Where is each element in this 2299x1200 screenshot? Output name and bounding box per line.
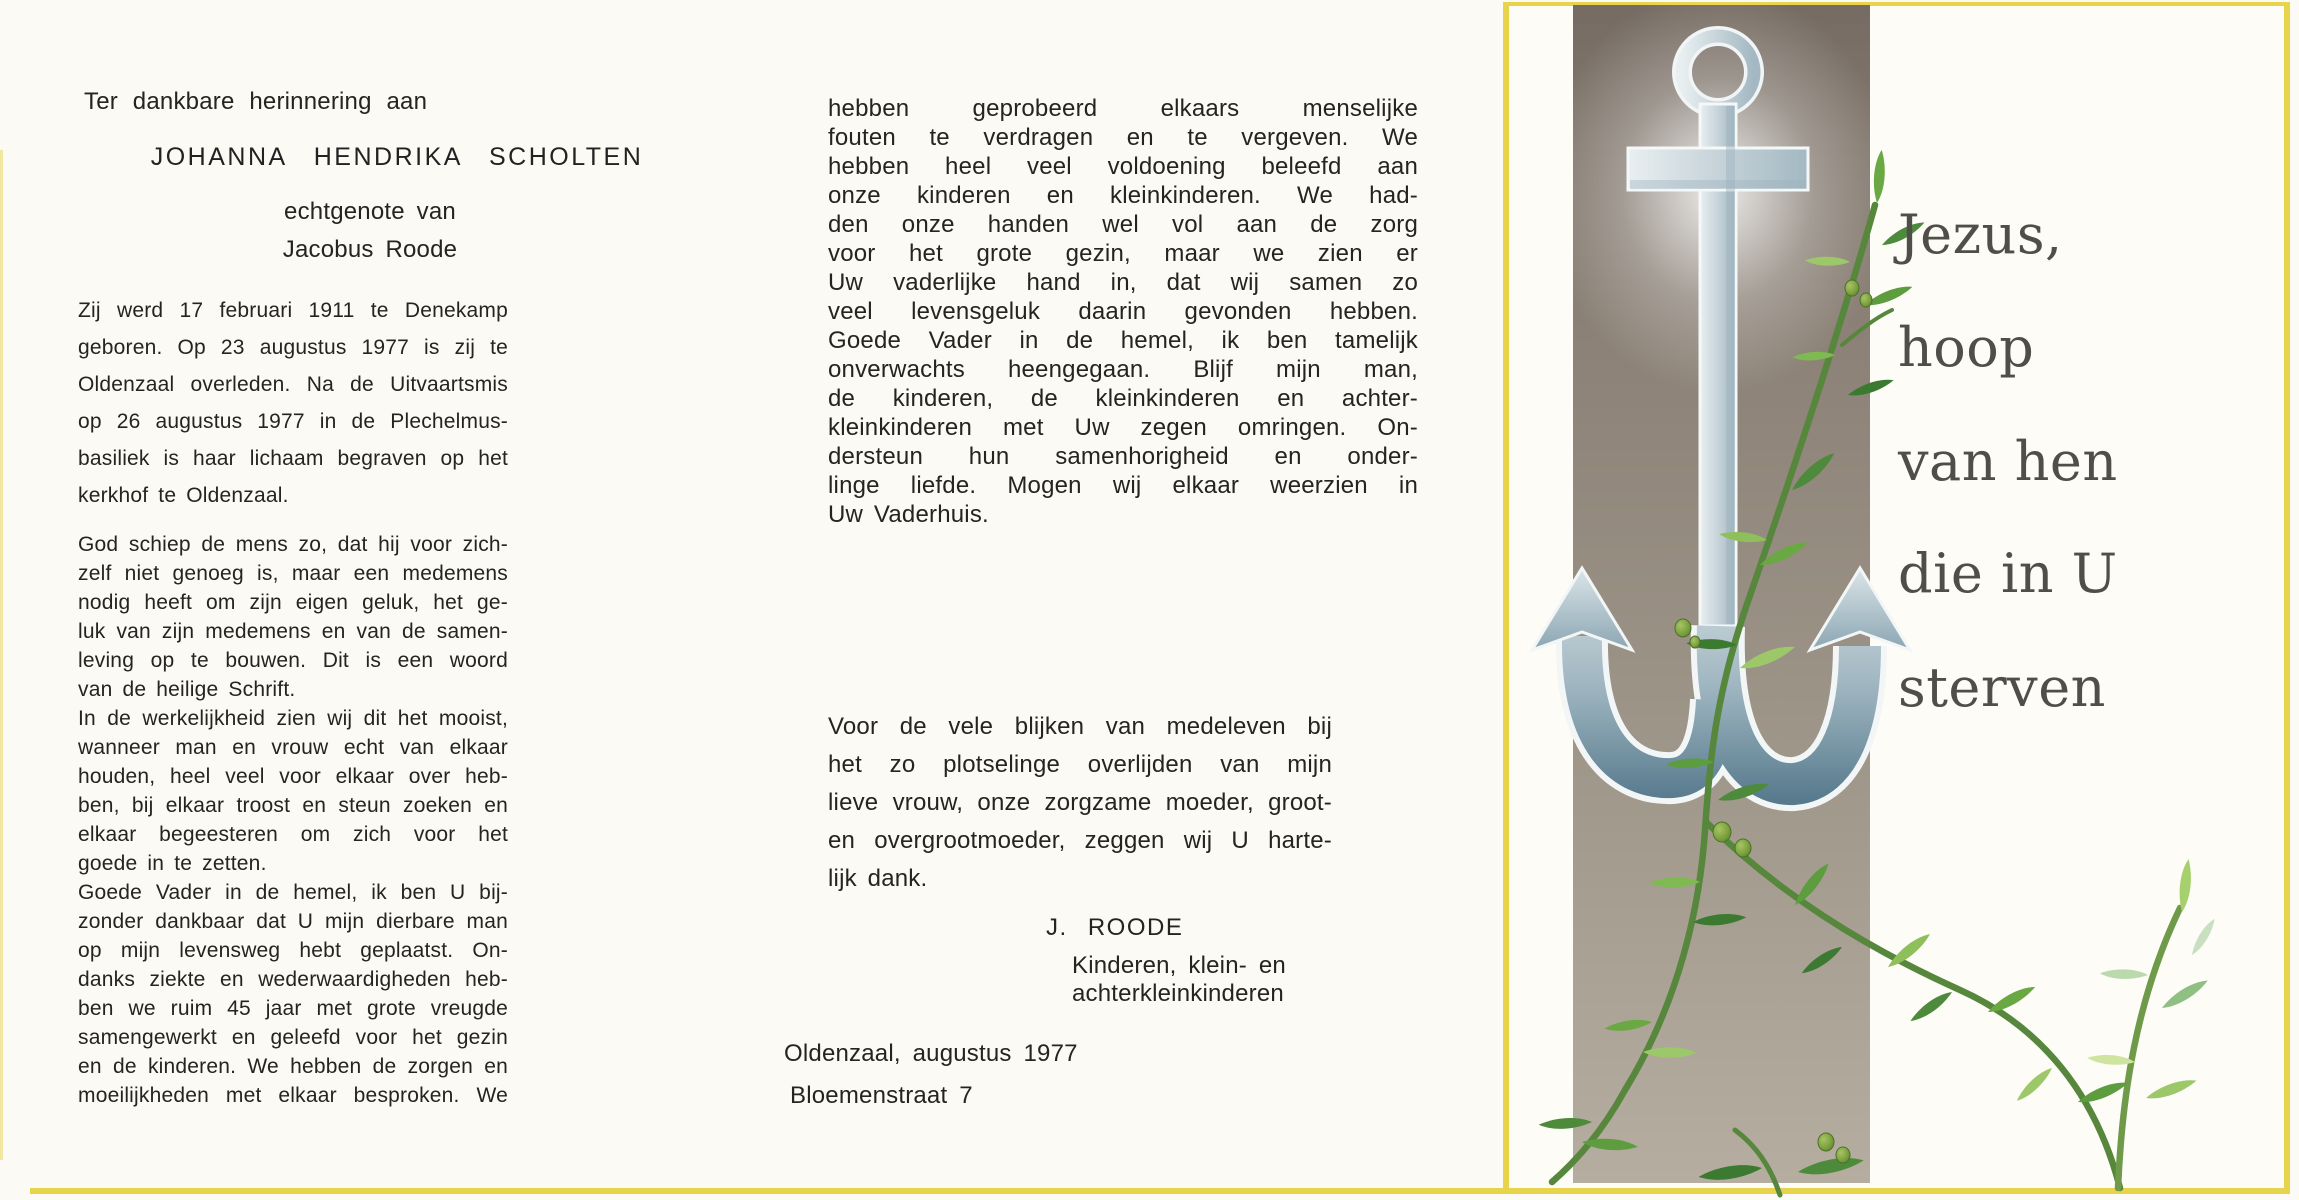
text-line: Uw vaderlijke hand in, dat wij samen zo <box>828 269 1418 296</box>
text-line: nodig heeft om zijn eigen geluk, het ge- <box>78 591 508 614</box>
thanks-paragraph <box>828 708 1332 898</box>
text-line: God schiep de mens zo, dat hij voor zich- <box>78 533 508 556</box>
text-line: fouten te verdragen en te vergeven. We <box>828 124 1418 151</box>
spouse-line-2: Jacobus Roode <box>282 236 458 263</box>
text-line: elkaar begeesteren om zich voor het <box>78 823 508 846</box>
text-line: Goede Vader in de hemel, ik ben U bij- <box>78 881 508 904</box>
text-line: onze kinderen en kleinkinderen. We had- <box>828 182 1418 209</box>
text-line: veel levensgeluk daarin gevonden hebben. <box>828 298 1418 325</box>
biography-paragraph <box>78 292 508 514</box>
text-line: en overgrootmoeder, zeggen wij U harte- <box>828 827 1332 854</box>
text-line: de kinderen, de kleinkinderen en achter- <box>828 385 1418 412</box>
text-line: voor het grote gezin, maar we zien er <box>828 240 1418 267</box>
verse-line-5: sterven <box>1898 656 2106 719</box>
text-line: luk van zijn medemens en van de samen- <box>78 620 508 643</box>
text-line: van de heilige Schrift. <box>78 678 296 701</box>
text-line: houden, heel veel voor elkaar over heb- <box>78 765 508 788</box>
text-line: hebben heel veel voldoening beleefd aan <box>828 153 1418 180</box>
text-line: samengewerkt en geleefd voor het gezin <box>78 1026 508 1049</box>
text-line: wanneer man en vrouw echt van elkaar <box>78 736 508 759</box>
meditation-paragraph <box>78 530 508 1110</box>
text-line: Voor de vele blijken van medeleven bij <box>828 713 1332 740</box>
text-line: danks ziekte en wederwaardigheden heb- <box>78 968 508 991</box>
text-line: basiliek is haar lichaam begraven op het <box>78 447 508 470</box>
verse-line-3: van hen <box>1898 430 2118 493</box>
signature-sub-2: achterkleinkinderen <box>1072 980 1284 1007</box>
text-line: op 26 augustus 1977 in de Plechelmus- <box>78 410 508 433</box>
text-line: kleinkinderen met Uw zegen omringen. On- <box>828 414 1418 441</box>
meditation-continuation <box>828 94 1418 529</box>
spouse-line-1: echtgenote van <box>284 198 456 225</box>
text-line: Oldenzaal overleden. Na de Uitvaartsmis <box>78 373 508 396</box>
text-line: zelf niet genoeg is, maar een medemens <box>78 562 508 585</box>
text-line: Zij werd 17 februari 1911 te Denekamp <box>78 299 508 322</box>
text-line: lijk dank. <box>828 865 928 892</box>
text-line: zonder dankbaar dat U mijn dierbare man <box>78 910 508 933</box>
verse-line-1: Jezus, <box>1898 203 2063 266</box>
text-line: linge liefde. Mogen wij elkaar weerzien in <box>828 472 1418 499</box>
text-line: hebben geprobeerd elkaars menselijke <box>828 95 1418 122</box>
verse-line-2: hoop <box>1898 316 2035 379</box>
text-line: ben we ruim 45 jaar met grote vreugde <box>78 997 508 1020</box>
text-line: geboren. Op 23 augustus 1977 is zij te <box>78 336 508 359</box>
text-line: Uw Vaderhuis. <box>828 501 989 528</box>
intro-line: Ter dankbare herinnering aan <box>84 88 428 115</box>
fold-edge-line <box>1503 4 1509 1193</box>
place-date: Oldenzaal, augustus 1977 <box>784 1040 1078 1067</box>
text-line: op mijn levensweg hebt geplaatst. On- <box>78 939 508 962</box>
text-line: onverwachts heengegaan. Blijf mijn man, <box>828 356 1418 383</box>
text-line: In de werkelijkheid zien wij dit het mooist, <box>78 707 508 730</box>
text-line: lieve vrouw, onze zorgzame moeder, groot- <box>828 789 1332 816</box>
signature-sub-1: Kinderen, klein- en <box>1072 952 1286 979</box>
address: Bloemenstraat 7 <box>790 1082 973 1109</box>
text-line: den onze handen wel vol aan de zorg <box>828 211 1418 238</box>
verse-line-4: die in U <box>1898 542 2118 605</box>
text-line: dersteun hun samenhorigheid en onder- <box>828 443 1418 470</box>
text-line: Goede Vader in de hemel, ik ben tamelijk <box>828 327 1418 354</box>
text-line: moeilijkheden met elkaar besproken. We <box>78 1084 508 1107</box>
text-line: kerkhof te Oldenzaal. <box>78 484 289 507</box>
left-edge-line <box>0 150 3 1160</box>
text-line: en de kinderen. We hebben de zorgen en <box>78 1055 508 1078</box>
signature: J. ROODE <box>1046 914 1184 941</box>
text-line: leving op te bouwen. Dit is een woord <box>78 649 508 672</box>
text-line: het zo plotselinge overlijden van mijn <box>828 751 1332 778</box>
deceased-name: JOHANNA HENDRIKA SCHOLTEN <box>150 143 644 171</box>
text-line: ben, bij elkaar troost en steun zoeken en <box>78 794 508 817</box>
text-line: goede in te zetten. <box>78 852 267 875</box>
